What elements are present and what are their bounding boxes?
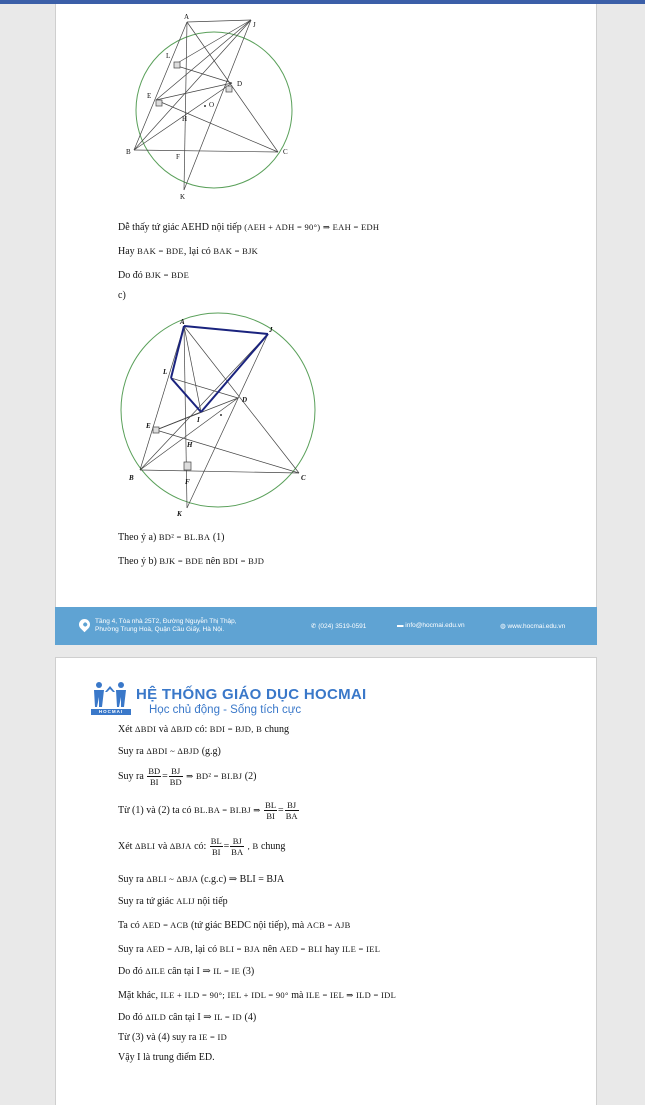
text-line-8: Ta có AED = ACB (tứ giác BEDC nội tiếp), mà ACB = AJB bbox=[118, 920, 351, 931]
footer-website[interactable]: ◍ www.hocmai.edu.vn bbox=[500, 623, 566, 630]
text-line-hay: Hay BAK = BDE, lại có BAK = BJK bbox=[118, 246, 259, 257]
point-label-D: D bbox=[237, 80, 243, 88]
text-line-14: Vậy I là trung điểm ED. bbox=[118, 1052, 215, 1063]
point2-label-I: I bbox=[197, 416, 200, 424]
text-line-3: Suy ra $\frac{BD}{BI}$ = $\frac{BJ}{BD}$ ⇒ BD² = BI.BJ (2) bbox=[118, 766, 257, 787]
figure-2-labels bbox=[128, 318, 306, 518]
hocmai-logo bbox=[91, 680, 531, 720]
text-line-12: Do đó ΔILD cân tại I ⇒ IL = ID (4) bbox=[118, 1012, 257, 1023]
point-label-K: K bbox=[180, 193, 186, 201]
document-page-2 bbox=[55, 657, 597, 1105]
people-logo-icon bbox=[91, 680, 131, 708]
part-c-label: c) bbox=[118, 290, 126, 301]
point2-label-L: L bbox=[163, 368, 168, 376]
figure-1-labels bbox=[126, 13, 288, 201]
text-line-1: Xét ΔBDI và ΔBJD có: BDI = BJD, B chung bbox=[118, 724, 290, 735]
text-line-aehd: Dễ thấy tứ giác AEHD nội tiếp (AEH + ADH = 90°) ⇒ EAH = EDH bbox=[118, 222, 380, 233]
point2-label-E: E bbox=[146, 422, 151, 430]
text-line-9: Suy ra AED = AJB, lại có BLI = BJA nên AED = BLI hay ILE = IEL bbox=[118, 944, 381, 955]
hocmai-badge: HOCMAI bbox=[91, 709, 131, 715]
geometry-figure-2 bbox=[56, 312, 596, 522]
point-label-J: J bbox=[253, 21, 256, 29]
point2-label-H: H bbox=[187, 441, 193, 449]
text-line-5: Xét ΔBLI và ΔBJA có: $\frac{BL}{BI}$ = $\frac{BJ}{BA}$ , B chung bbox=[118, 836, 286, 857]
text-line-10: Do đó ΔILE cân tại I ⇒ IL = IE (3) bbox=[118, 966, 255, 977]
location-pin-icon bbox=[77, 617, 93, 633]
brand-tagline: Học chủ động - Sống tích cực bbox=[149, 704, 302, 716]
page-footer bbox=[55, 607, 597, 645]
point2-label-B: B bbox=[129, 474, 134, 482]
text-line-2: Suy ra ΔBDI ~ ΔBJD (g.g) bbox=[118, 746, 221, 757]
text-line-13: Từ (3) và (4) suy ra IE = ID bbox=[118, 1032, 228, 1043]
point-label-E: E bbox=[147, 92, 152, 100]
point-label-O: O bbox=[209, 101, 215, 109]
text-line-theo-b: Theo ý b) BJK = BDE nên BDI = BJD bbox=[118, 556, 265, 567]
point2-label-A: A bbox=[180, 318, 185, 326]
point-label-A: A bbox=[184, 13, 190, 21]
point-label-H: H bbox=[182, 115, 188, 123]
geometry-figure-1 bbox=[56, 12, 596, 217]
point-label-F: F bbox=[176, 153, 180, 161]
text-line-4: Từ (1) và (2) ta có BL.BA = BI.BJ ⇒ $\frac{BL}{BI}$ = $\frac{BJ}{BA}$ bbox=[118, 800, 298, 821]
point2-label-J: J bbox=[269, 326, 273, 334]
footer-address: Tầng 4, Tòa nhà 25T2, Đường Nguyễn Thị Thập, Phường Trung Hoà, Quận Cầu Giấy, Hà Nội. bbox=[95, 618, 237, 633]
point-label-B: B bbox=[126, 148, 131, 156]
text-line-6: Suy ra ΔBLI ~ ΔBJA (c.g.c) ⇒ BLI = BJA bbox=[118, 874, 285, 885]
circumcircle-2 bbox=[121, 313, 315, 507]
brand-name: HỆ THỐNG GIÁO DỤC HOCMAI bbox=[136, 686, 367, 703]
circumcircle bbox=[136, 32, 292, 188]
point2-label-K: K bbox=[177, 510, 182, 518]
footer-email[interactable]: ▬ info@hocmai.edu.vn bbox=[397, 622, 465, 629]
point2-label-F: F bbox=[185, 478, 190, 486]
point-label-L: L bbox=[166, 52, 171, 60]
text-line-11: Mặt khác, ILE + ILD = 90°; IEL + IDL = 90° mà ILE = IEL ⇒ ILD = IDL bbox=[118, 990, 397, 1001]
footer-phone[interactable]: ✆ (024) 3519-0591 bbox=[311, 623, 367, 630]
text-line-theo-a: Theo ý a) BD² = BL.BA (1) bbox=[118, 532, 225, 543]
text-line-dodo: Do đó BJK = BDE bbox=[118, 270, 190, 281]
point2-label-C: C bbox=[301, 474, 306, 482]
text-line-7: Suy ra tứ giác ALIJ nội tiếp bbox=[118, 896, 228, 907]
point-label-C: C bbox=[283, 148, 288, 156]
document-page-1 bbox=[55, 4, 597, 608]
point2-label-D: D bbox=[242, 396, 248, 404]
